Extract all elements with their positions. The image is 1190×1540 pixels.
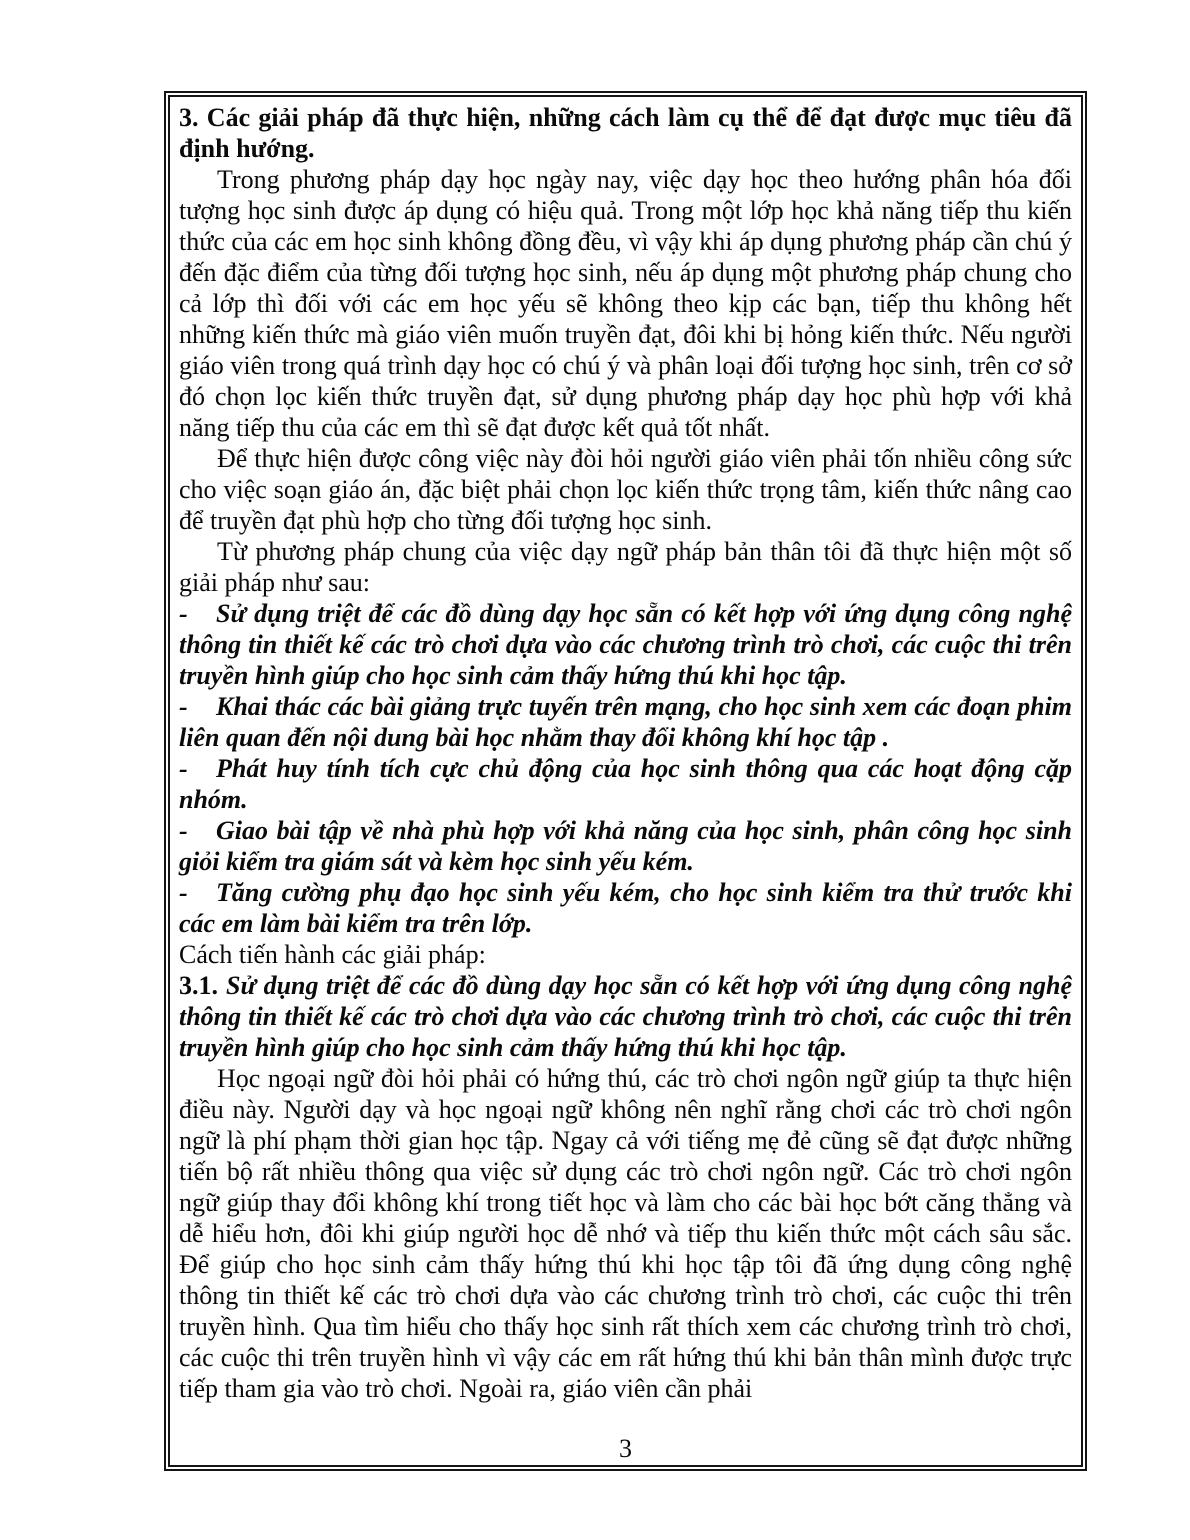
bullet-text: Giao bài tập về nhà phù hợp với khả năng của học sinh, phân công học sinh giỏi kiểm tra giám sát và kèm học sinh yếu kém. bbox=[179, 816, 1072, 876]
document-frame-inner-border bbox=[168, 95, 1083, 1467]
bullet-dash: - bbox=[179, 599, 188, 628]
subsection-number: 3.1. bbox=[179, 971, 218, 1000]
bullet-dash: - bbox=[179, 816, 188, 845]
bullet-item bbox=[179, 691, 1072, 753]
document-content bbox=[179, 102, 1072, 1404]
bullet-item bbox=[179, 877, 1072, 939]
bullet-item bbox=[179, 815, 1072, 877]
subsection-title-text: Sử dụng triệt để các đồ dùng dạy học sẵn có kết hợp với ứng dụng công nghệ thông tin thiết kế các trò chơi dựa vào các chương trình trò chơi, các cuộc thi trên truyền hình giúp cho học sinh cảm thấy hứng thú khi học tập. bbox=[179, 971, 1072, 1062]
bullet-dash: - bbox=[179, 692, 188, 721]
bullet-dash: - bbox=[179, 878, 188, 907]
paragraph: Để thực hiện được công việc này đòi hỏi người giáo viên phải tốn nhiều công sức cho việc soạn giáo án, đặc biệt phải chọn lọc kiến thức trọng tâm, kiến thức nâng cao để truyền đạt phù hợp cho từng đối tượng học sinh. bbox=[179, 444, 1072, 535]
bullet-text: Sử dụng triệt để các đồ dùng dạy học sẵn có kết hợp với ứng dụng công nghệ thông tin thiết kế các trò chơi dựa vào các chương trình trò chơi, các cuộc thi trên truyền hình giúp cho học sinh cảm thấy hứng thú khi học tập. bbox=[179, 599, 1072, 690]
bullet-text: Khai thác các bài giảng trực tuyến trên mạng, cho học sinh xem các đoạn phim liên quan đến nội dung bài học nhằm thay đổi không khí học tập . bbox=[179, 692, 1072, 752]
bullet-dash: - bbox=[179, 754, 188, 783]
paragraph: Từ phương pháp chung của việc dạy ngữ pháp bản thân tôi đã thực hiện một số giải pháp như sau: bbox=[179, 537, 1072, 597]
bullet-text: Phát huy tính tích cực chủ động của học sinh thông qua các hoạt động cặp nhóm. bbox=[179, 754, 1072, 814]
bullet-text: Tăng cường phụ đạo học sinh yếu kém, cho học sinh kiểm tra thử trước khi các em làm bài kiểm tra trên lớp. bbox=[179, 878, 1072, 938]
bullet-item bbox=[179, 598, 1072, 691]
paragraph: Học ngoại ngữ đòi hỏi phải có hứng thú, các trò chơi ngôn ngữ giúp ta thực hiện điều này. Người dạy và học ngoại ngữ không nên nghĩ rằng chơi các trò chơi ngôn ngữ là phí phạm thời gian học tập. Ngay cả với tiếng mẹ đẻ cũng sẽ đạt được những tiến bộ rất nhiều thông qua việc sử dụng các trò chơi ngôn ngữ. Các trò chơi ngôn ngữ giúp thay đổi không khí trong tiết học và làm cho các bài học bớt căng thẳng và dễ hiểu hơn, đôi khi giúp người học dễ nhớ và tiếp thu kiến thức một cách sâu sắc. Để giúp cho học sinh cảm thấy hứng thú khi học tập tôi đã ứng dụng công nghệ thông tin thiết kế các trò chơi dựa vào các chương trình trò chơi, các cuộc thi trên truyền hình. Qua tìm hiểu cho thấy học sinh rất thích xem các chương trình trò chơi, các cuộc thi trên truyền hình vì vậy các em rất hứng thú khi bản thân mình được trực tiếp tham gia vào trò chơi. Ngoài ra, giáo viên cần phải bbox=[179, 1064, 1072, 1403]
subsection-heading bbox=[179, 970, 1072, 1063]
section-heading: 3. Các giải pháp đã thực hiện, những cách làm cụ thể để đạt được mục tiêu đã định hướng. bbox=[179, 103, 1072, 163]
bullet-item bbox=[179, 753, 1072, 815]
document-frame bbox=[164, 91, 1087, 1471]
procedure-intro-line: Cách tiến hành các giải pháp: bbox=[179, 940, 486, 969]
paragraph: Trong phương pháp dạy học ngày nay, việc dạy học theo hướng phân hóa đối tượng học sinh được áp dụng có hiệu quả. Trong một lớp học khả năng tiếp thu kiến thức của các em học sinh không đồng đều, vì vậy khi áp dụng phương pháp cần chú ý đến đặc điểm của từng đối tượng học sinh, nếu áp dụng một phương pháp chung cho cả lớp thì đối với các em học yếu sẽ không theo kịp các bạn, tiếp thu không hết những kiến thức mà giáo viên muốn truyền đạt, đôi khi bị hỏng kiến thức. Nếu người giáo viên trong quá trình dạy học có chú ý và phân loại đối tượng học sinh, trên cơ sở đó chọn lọc kiến thức truyền đạt, sử dụng phương pháp dạy học phù hợp với khả năng tiếp thu của các em thì sẽ đạt được kết quả tốt nhất. bbox=[179, 165, 1072, 442]
page-number: 3 bbox=[619, 1434, 632, 1463]
